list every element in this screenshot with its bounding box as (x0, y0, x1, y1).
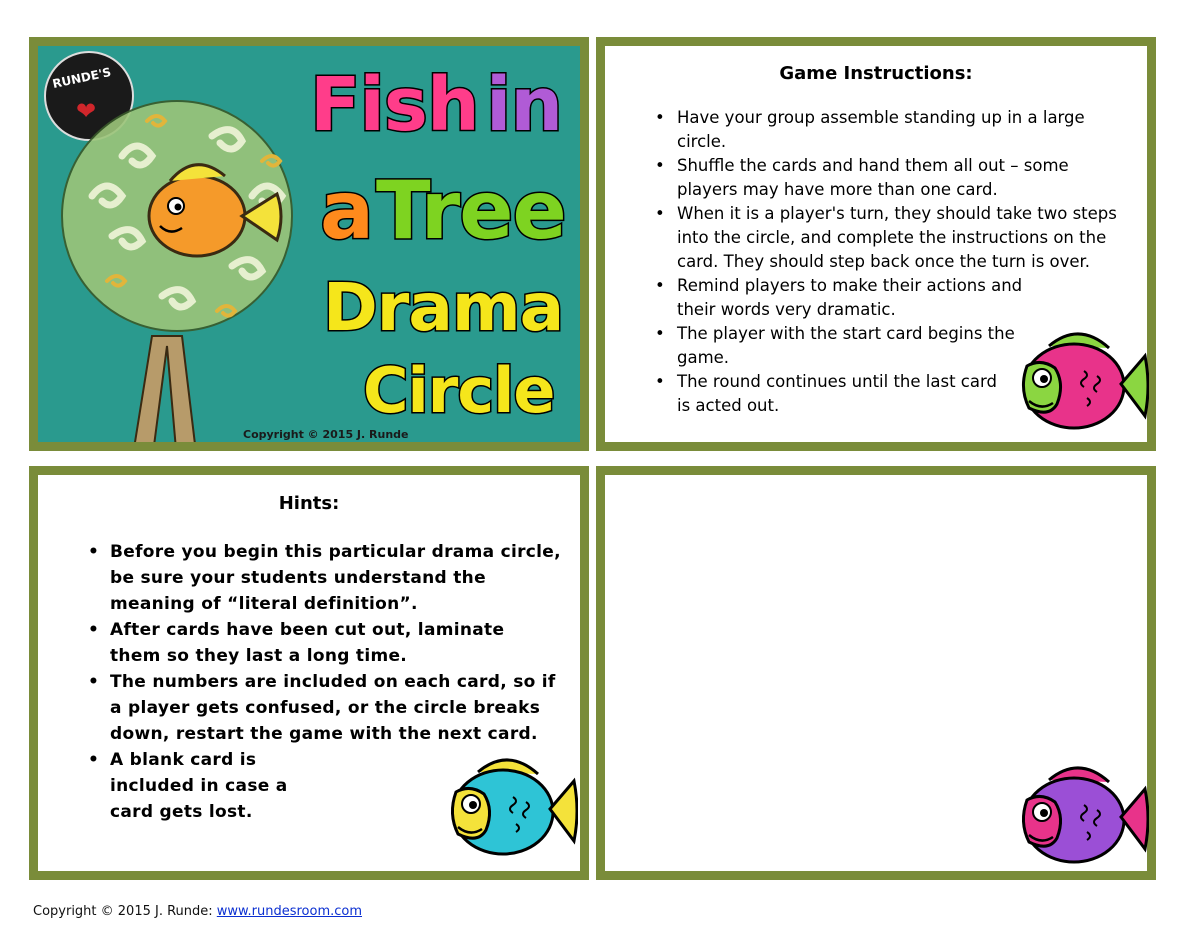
heart-icon: ❤ (76, 97, 97, 125)
page-footer (33, 904, 362, 919)
instructions-heading: Game Instructions: (779, 63, 973, 84)
title-drama: Drama (323, 269, 564, 346)
list-item: • The numbers are included on each card, so if a player gets confused, or the circle breaks down, restart the game with the next card. (82, 669, 562, 747)
pink-fish-icon (1009, 326, 1149, 441)
title-tree: Tree (376, 164, 566, 257)
title-card-background (38, 46, 580, 442)
footer-link[interactable]: www.rundesroom.com (216, 904, 363, 919)
title-a: a (320, 164, 373, 257)
logo-text: RUNDE'S (51, 64, 113, 92)
purple-fish-icon (1009, 755, 1149, 875)
list-item: • When it is a player's turn, they should take two steps into the circle, and complete the instructions on the card. They should step back once the turn is over. (649, 202, 1119, 274)
list-item: • The player with the start card begins the game. (649, 322, 1027, 370)
blank-card (596, 466, 1156, 880)
hints-heading: Hints: (278, 493, 340, 514)
title-circle: Circle (363, 354, 555, 427)
list-item: • Remind players to make their actions and their words very dramatic. (649, 274, 1027, 322)
hints-card (29, 466, 589, 880)
list-item: • Before you begin this particular drama circle, be sure your students understand the meaning of “literal definition”. (82, 539, 562, 617)
title-card (29, 37, 589, 451)
title-copyright: Copyright © 2015 J. Runde (243, 428, 409, 441)
footer-copyright: Copyright © 2015 J. Runde: (33, 904, 217, 919)
title-fish: Fish (310, 62, 479, 148)
list-item: • Shuffle the cards and hand them all out – some players may have more than one card. (649, 154, 1119, 202)
list-item: • A blank card is included in case a card gets lost. (82, 747, 310, 825)
list-item: • After cards have been cut out, laminate them so they last a long time. (82, 617, 550, 669)
list-item: • The round continues until the last card is acted out. (649, 370, 1007, 418)
instructions-card (596, 37, 1156, 451)
list-item: • Have your group assemble standing up in a large circle. (649, 106, 1119, 154)
title-in: in (486, 62, 563, 148)
tree-illustration (52, 66, 312, 442)
cyan-fish-icon (438, 747, 578, 867)
